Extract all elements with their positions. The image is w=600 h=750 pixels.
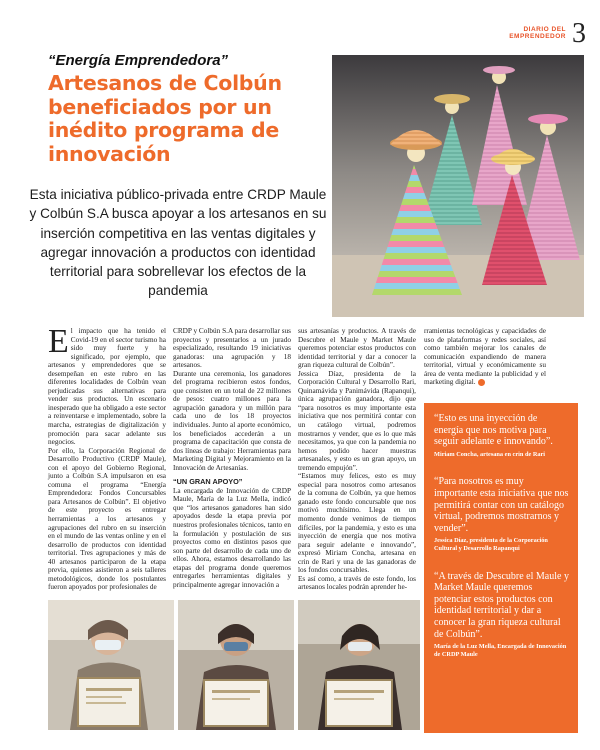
pull-quote-3: “A través de Descubre el Maule y Market Maule queremos potenciar estos productos con identidad territorial y dar a conocer la gran riqueza cultural de Colbún”. [434,570,569,640]
brand-line-1: DIARIO DEL [523,26,566,34]
paragraph: Durante una ceremonia, los ganadores del programa recibieron estos fondos, que consisten en un total de 22 millones de pesos: cuatro millones para la agrupación ganadora y un millón para cada uno de los 18 proyectos individuales. Junto al aporte económico, los beneficiados accederán a un programa de capacitación que consta de dos líneas de trabajo: Herramientas para Marketing Digital y Mejoramiento en la Innovación de Artesanías. [173,369,291,472]
pull-quote-sidebar [424,403,578,733]
paragraph: l impacto que ha tenido el Covid-19 en el sector turismo ha sido muy fuerte y ha significado, por ejemplo, que artesanos y emprendedores que se desempeñan en este rubro en las diferentes localidades de Colbún vean perjudicadas sus alternativas para vender sus productos. Un escenario inesperado que ha obligado a este sector a reinventarse e implementado, sobre la marcha, estrategias de digitalización y promoción para sacar adelante sus negocios. [48,327,166,447]
article-column-2 [173,327,291,589]
page-number: 3 [572,18,586,49]
paragraph: Por ello, la Corporación Regional de Desarrollo Productivo (CRDP Maule), con el apoyo del Gobierno Regional, junto a Colbún S.A impulsaron en esa comuna el programa “Energía Emprendedora: Fondos Concursables para Artesanos de Colbún”. El objetivo de este proyecto es entregar herramientas a los artesanos y agrupaciones del rubro en su inserción en el mundo de las ventas online y en el desarrollo de productos con identidad territorial. Tres agrupaciones y más de 40 artesanos participaron de la etapa previa, quienes asistieron a seis talleres metodológicos, donde los postulantes fueron apoyados por profesionales de [48,446,166,592]
woven-dolls-illustration [332,55,584,317]
paragraph: Es así como, a través de este fondo, los artesanos locales podrán aprender he- [298,574,416,592]
paragraph: “Estamos muy felices, esto es muy especial para nosotros como artesanos de la comuna de Colbún, ya que hemos ganado este fondo concursable que nos motivó muchísimo. Llega en un momento donde venimos de tiempos difíciles, por la pandemia, y esto es una inyección de energía que nos motiva para seguir adelante e innovando”, expresó Miriam Concha, artesana en crin de Rari y una de las ganadoras de los fondos concursables. [298,472,416,575]
pull-quote-2: “Para nosotros es muy importante esta iniciativa que nos permitirá contar con un catálogo virtual, podremos mostrarnos y vender”. [434,476,569,534]
pull-quote-1: “Esto es una inyección de energía que nos motiva para seguir adelante e innovando”. [434,413,553,448]
paragraph: La encargada de Innovación de CRDP Maule, María de la Luz Mella, indicó que “los artesanos ganadores han sido apoyados desde la etapa previa por nuestros profesionales técnicos, tanto en la formulación y postulación de sus proyectos como en distintos pasos que son parte del desarrollo de cada uno de ellos. Ahora, estamos desarrollando las etapas del programa donde queremos entregarles herramientas digitales y principalmente agregar innovación a [173,486,291,589]
pull-quote-1-attribution: Miriam Concha, artesana en crin de Rari [434,450,546,458]
section-heading: “UN GRAN APOYO” [173,477,243,487]
hero-photo [332,55,584,317]
artisan-photo-2 [178,600,294,730]
paragraph: sus artesanías y productos. A través de Descubre el Maule y Market Maule queremos potenciar estos productos con identidad territorial y dar a conocer la gran riqueza cultural de Colbún”. [298,327,416,370]
artisan-photo-icon [178,600,294,730]
paragraph-text: rramientas tecnológicas y capacidades de uso de plataformas y redes sociales, así como también mejorar los canales de comunicación expandiendo de manera territorial, virtual y económicamente su área de venta mediante la publicidad y el marketing digital. [424,327,546,387]
brand-line-2: EMPRENDEDOR [509,33,566,40]
masthead [509,20,586,48]
article-headline: Artesanos de Colbún beneficiados por un inédito programa de innovación [48,71,282,166]
article-column-3 [298,327,416,592]
pull-quote-2-attribution: Jessica Díaz, presidenta de la Corporación Cultural y Desarrollo Rapanqui [434,537,548,552]
paragraph: Jessica Díaz, presidenta de la Corporación Cultural y Desarrollo Rari, Quinamávida y Panimávida (Rapanqui), única agrupación ganadora, dijo que “para nosotros es muy importante esta iniciativa que nos permitirá contar con un catálogo virtual, podremos mostrarnos y vender, que es lo que más necesitamos, ya que con la pandemia no hemos podido hacer muestras artesanales, y esto es un gran apoyo, un tremendo empujón”. [298,369,416,472]
end-mark-icon [478,379,485,386]
artisan-photo-1 [48,600,174,730]
paragraph [424,327,546,387]
article-column-4 [424,327,546,387]
article-column-1 [48,323,166,592]
artisan-photo-icon [298,600,420,730]
paragraph: CRDP y Colbún S.A para desarrollar sus proyectos y presentarlos a un jurado especializado, resultando 19 iniciativas ganadoras: una agrupación y 18 artesanos. [173,327,291,370]
masthead-brand [509,27,566,41]
artisan-photo-icon [48,600,174,730]
article-kicker: “Energía Emprendedora” [48,52,229,69]
drop-cap: E [48,323,69,360]
artisan-photo-3 [298,600,420,730]
article-subhead: Esta iniciativa público-privada entre CRDP Maule y Colbún S.A busca apoyar a los artesanos en su inserción competitiva en las ventas digitales y agregar innovación a productos con identidad territorial para sobrellevar los efectos de la pandemia [29,187,327,299]
pull-quote-3-attribution: María de la Luz Mella, Encargada de Innovación de CRDP Maule [434,643,567,658]
